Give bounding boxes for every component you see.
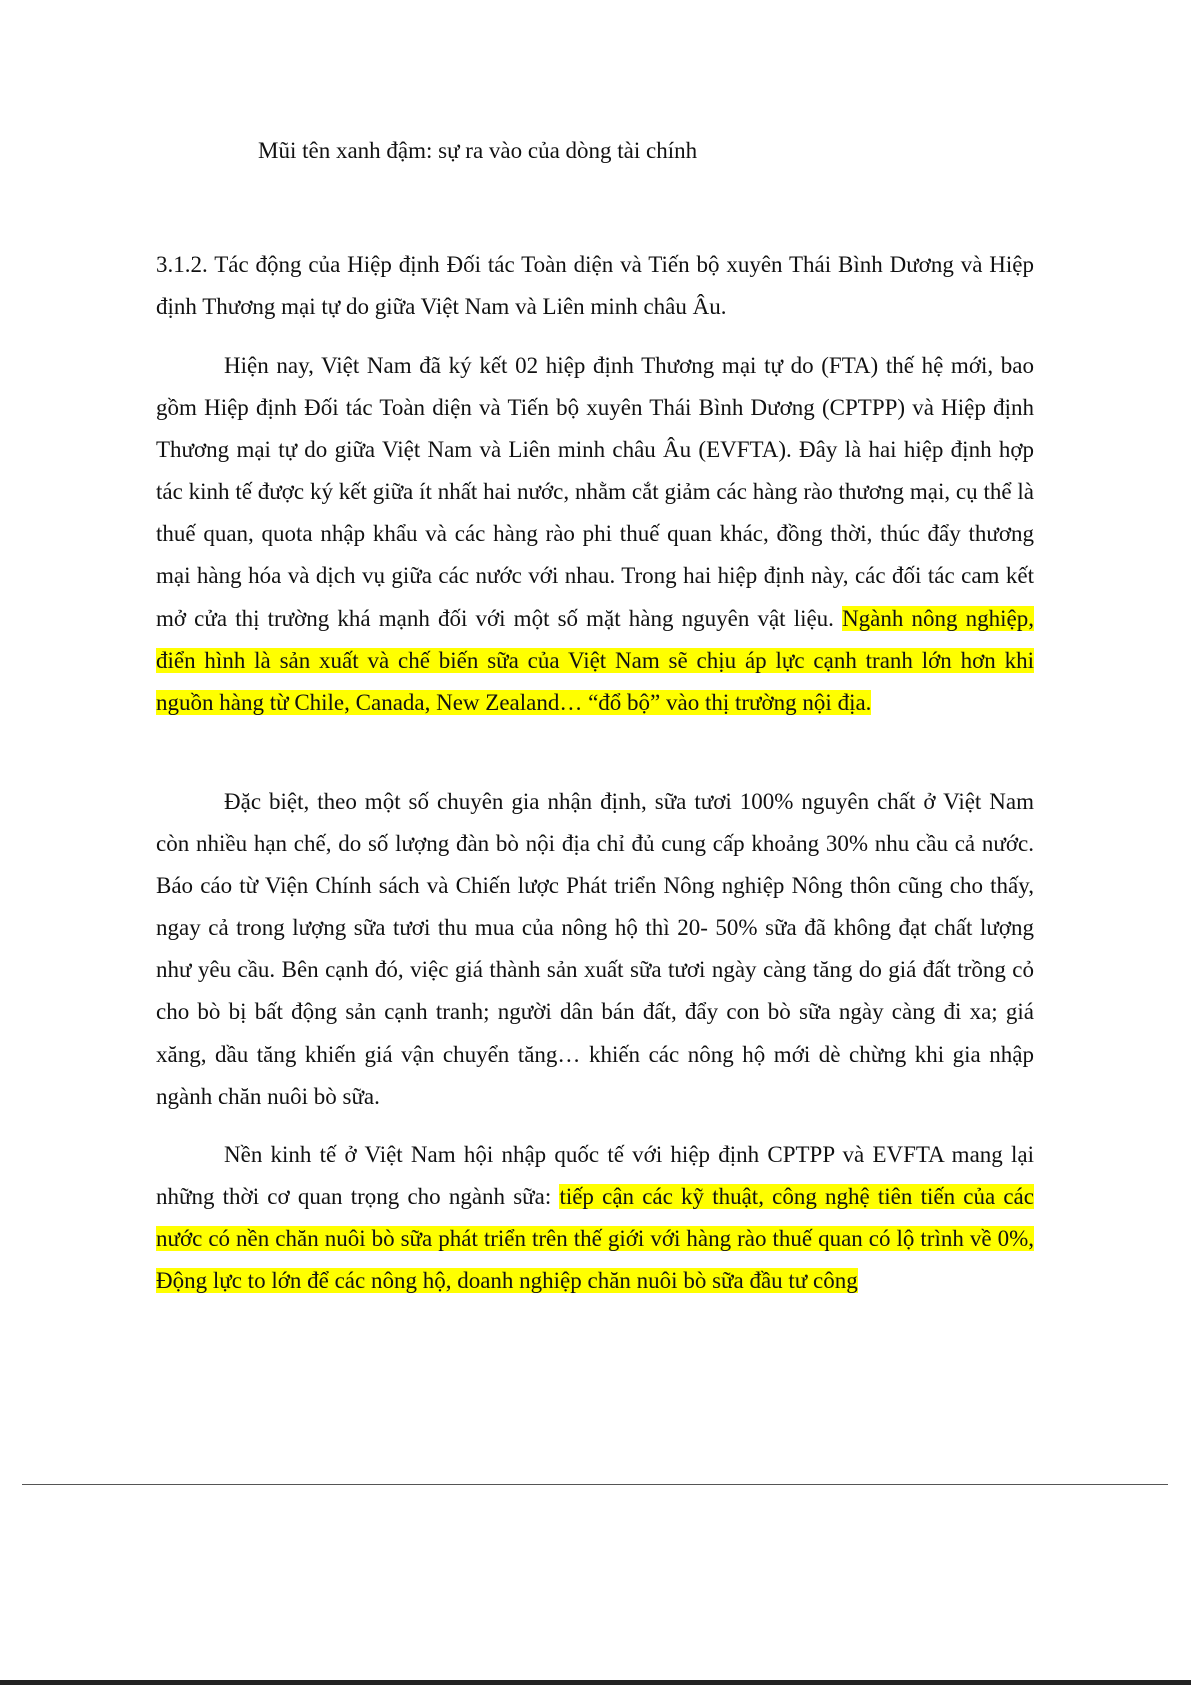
paragraph-3 [156,1134,1034,1302]
page-bottom-edge [0,1680,1191,1685]
paragraph-2-text: Đặc biệt, theo một số chuyên gia nhận định, sữa tươi 100% nguyên chất ở Việt Nam còn nhiều hạn chế, do số lượng đàn bò nội địa chỉ đủ cung cấp khoảng 30% nhu cầu cả nước. Báo cáo từ Viện Chính sách và Chiến lược Phát triển Nông nghiệp Nông thôn cũng cho thấy, ngay cả trong lượng sữa tươi thu mua của nông hộ thì 20- 50% sữa đã không đạt chất lượng như yêu cầu. Bên cạnh đó, việc giá thành sản xuất sữa tươi ngày càng tăng do giá đất trồng cỏ cho bò bị bất động sản cạnh tranh; người dân bán đất, đẩy con bò sữa ngày càng đi xa; giá xăng, dầu tăng khiến giá vận chuyển tăng… khiến các nông hộ mới dè chừng khi gia nhập ngành chăn nuôi bò sữa. [156,789,1034,1109]
section-heading: 3.1.2. Tác động của Hiệp định Đối tác Toàn diện và Tiến bộ xuyên Thái Bình Dương và Hiệp định Thương mại tự do giữa Việt Nam và Liên minh châu Âu. [156,252,1034,319]
paragraph-3-highlight: tiếp cận các kỹ thuật, công nghệ tiên tiến của các nước có nền chăn nuôi bò sữa phát triển trên thế giới với hàng rào thuế quan có lộ trình về 0%, Động lực to lớn để các nông hộ, doanh nghiệp chăn nuôi bò sữa đầu tư công [156,1184,1034,1294]
footer-divider [22,1484,1168,1485]
figure-caption: Mũi tên xanh đậm: sự ra vào của dòng tài chính [258,138,698,163]
paragraph-2 [156,781,1034,1118]
paragraph-1 [156,345,1034,724]
paragraph-3-text: Nền kinh tế ở Việt Nam hội nhập quốc tế với hiệp định CPTPP và EVFTA mang lại những thời cơ quan trọng cho ngành sữa: [156,1142,1034,1210]
paragraph-1-text: Hiện nay, Việt Nam đã ký kết 02 hiệp định Thương mại tự do (FTA) thế hệ mới, bao gồm Hiệp định Đối tác Toàn diện và Tiến bộ xuyên Thái Bình Dương (CPTPP) và Hiệp định Thương mại tự do giữa Việt Nam và Liên minh châu Âu (EVFTA). Đây là hai hiệp định hợp tác kinh tế được ký kết giữa ít nhất hai nước, nhằm cắt giảm các hàng rào thương mại, cụ thể là thuế quan, quota nhập khẩu và các hàng rào phi thuế quan khác, đồng thời, thúc đẩy thương mại hàng hóa và dịch vụ giữa các nước với nhau. Trong hai hiệp định này, các đối tác cam kết mở cửa thị trường khá mạnh đối với một số mặt hàng nguyên vật liệu. [156,353,1034,631]
paragraph-1-highlight: Ngành nông nghiệp, điển hình là sản xuất và chế biến sữa của Việt Nam sẽ chịu áp lực cạnh tranh lớn hơn khi nguồn hàng từ Chile, Canada, New Zealand… “đổ bộ” vào thị trường nội địa. [156,605,1034,715]
